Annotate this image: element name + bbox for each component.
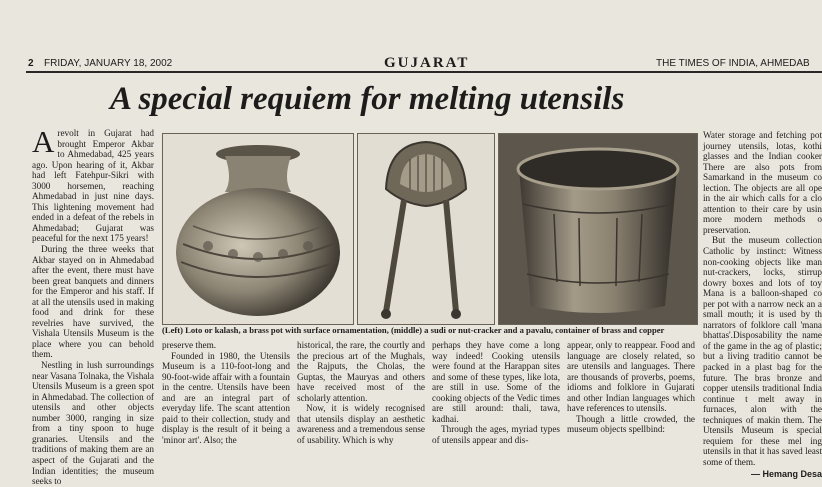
paragraph: During the three weeks that Akbar stayed on in Ahmedabad after the event, there must have been great banquets and dinners for the Emperor and his staff. If at all the utensils used in making food and drink for these revelries have survived, the Vishala Utensils Museum is the place where you can behold them. [32,244,154,360]
headline: A special requiem for melting utensils [110,81,625,117]
paragraph: appear, only to reappear. Food and language are closely related, so are utensils and languages. There are thousands of proverbs, poems, idioms and folklore in Gujarati and other Indian languages which have references to utensils. [567,340,695,414]
article-column-1 [32,124,154,487]
article-column-6 [703,130,822,479]
article-column-2 [162,340,290,445]
loto-image [163,134,353,324]
paragraph: historical, the rare, the courtly and the precious art of the Mughals, the Rajputs, the Cholas, the Guptas, the Mauryas and others have received most of the scholarly attention. [297,340,425,403]
paragraph: preserve them. [162,340,217,350]
paragraph: Nestling in lush surroundings near Vasana Tolnaka, the Vishala Utensils Museum is a green spot in Ahmedabad. The collection of utensils and other objects number 3000, ranging in size from a tiny spoon to huge granaries. Utensils and the traditions of making them are an aspect of the Gujarati and the Indian identities; the museum seeks to [32,360,154,487]
paragraph: Founded in 1980, the Utensils Museum is a 110-foot-long and 90-foot-wide affair with a fountain in the centre. Utensils have been and are an integral part of everyday life. The scant attention paid to their collection, study and display is the result of it being a 'minor art'. Also; the [162,350,290,445]
newspaper-name: THE TIMES OF INDIA, AHMEDAB [656,58,810,69]
article-column-5 [567,340,695,435]
page-number: 2 [28,58,34,69]
section-title: GUJARAT [384,55,470,71]
pavalu-image [499,134,697,324]
article-column-3 [297,340,425,445]
paragraph: Though a little crowded, the museum objects spellbind: [567,413,695,435]
photo-loto-kalash [162,133,354,325]
nutcracker-image [358,134,494,324]
drop-cap: A [32,124,55,159]
article-column-4 [432,340,560,445]
paragraph: Water storage and fetching pot journey utensils, lotas, kothi glasses and the Indian cooker There are also pots from Samarkand in the museum co lection. The objects are all ope in the air which calls for a clo attention to their care by usin more modern methods o preservation. [703,130,822,235]
photo-caption: (Left) Loto or kalash, a brass pot with surface ornamentation, (middle) a sudi or nut-cracker and a pavalu, container of brass and copper [162,325,665,335]
paragraph: perhaps they have come a long way indeed! Cooking utensils were found at the Harappan sites and some of these types, like lota, are still in use. Some of the cooking objects of the Vedic times are still around: thali, tawa, kadhai. [432,340,560,424]
photo-sudi-nutcracker [357,133,495,325]
paragraph: Now, it is widely recognised that utensils display an aesthetic awareness and a tremendous sense of usability. Which is why [297,403,425,445]
paragraph: But the museum collection Catholic by instinct: Witness non-cooking objects like man nut-crackers, locks, stirrup dowry boxes and lots of toy Mana is a balloon-shaped co per pot with a narrow neck an a small mouth; it is used by th narrators of folklore call 'mana bhattas'.Disposability the name of the game in the ag of plastic; but a living traditio cannot be packed in a plast bag for the future. The bras bronze and copper utensils traditional India continue t melt away in furnaces, alon with the techniques of makin them. The Utensils Museum is special requiem for these mel ing utensils in that it has saved least some of them. [703,235,822,467]
lead-paragraph: revolt in Gujarat had brought Emperor Akbar to Ahmedabad, 425 years ago. Upon hearing of it, Akbar had left Fatehpur-Sikri with 3000 horsemen, reaching Ahmedabad in just nine days. This lightening movement had ended in a defeat of the rebels in Ahmedabad; Gujarat was peaceful for the next 175 years! [32,128,154,244]
byline: — Hemang Desa [750,468,822,479]
photo-pavalu-container [498,133,698,325]
paragraph: Through the ages, myriad types of utensils appear and dis- [432,424,560,445]
header-rule [26,71,822,73]
issue-date: FRIDAY, JANUARY 18, 2002 [44,58,173,69]
